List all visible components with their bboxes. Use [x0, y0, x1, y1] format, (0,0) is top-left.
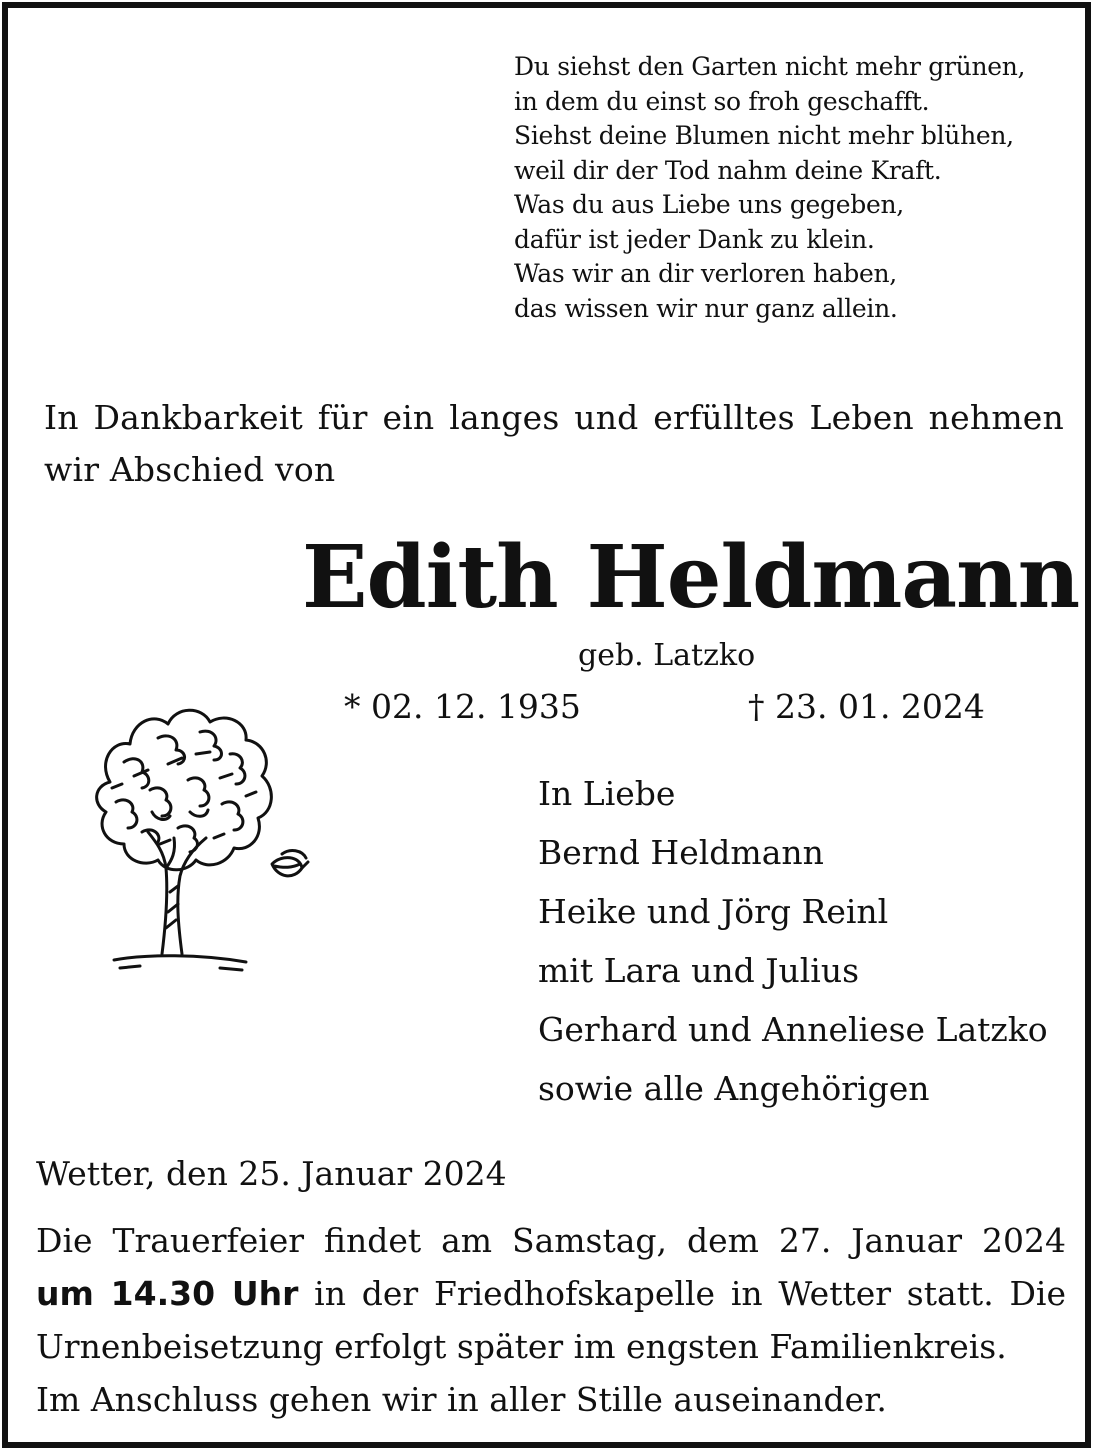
poem-line: Siehst deine Blumen nicht mehr blühen, [514, 121, 1014, 150]
ceremony-location: in der Friedhofskapelle in Wetter statt. Die [298, 1274, 1067, 1313]
poem-line: dafür ist jeder Dank zu klein. [514, 224, 875, 254]
mourner-line: sowie alle Angehörigen [538, 1069, 930, 1108]
birth-date: * 02. 12. 1935 [344, 687, 581, 726]
ceremony-line: Die Trauerfeier findet am Samstag, dem 27. Januar 2024 [36, 1221, 1066, 1260]
ceremony-time: um 14.30 Uhr [36, 1274, 299, 1313]
maiden-name: geb. Latzko [578, 638, 756, 673]
mourner-line: mit Lara und Julius [538, 951, 860, 990]
poem-line: Was wir an dir verloren haben, [514, 259, 897, 288]
mourner-line: Gerhard und Anneliese Latzko [538, 1010, 1048, 1049]
poem-line: Was du aus Liebe uns gegeben, [514, 190, 904, 219]
ceremony-line: Im Anschluss gehen wir in aller Stille auseinander. [36, 1380, 887, 1419]
ceremony-line [36, 1267, 1066, 1320]
place-date: Wetter, den 25. Januar 2024 [36, 1154, 507, 1193]
mourner-line: In Liebe [538, 774, 676, 813]
poem-line: Du siehst den Garten nicht mehr grünen, [514, 52, 1026, 81]
intro-line: wir Abschied von [44, 450, 336, 489]
mourners-list [538, 764, 1048, 1118]
deceased-name: Edith Heldmann [302, 527, 1080, 628]
poem-line: das wissen wir nur ganz allein. [514, 293, 898, 323]
ceremony-info [36, 1214, 1066, 1426]
poem-line: in dem du einst so froh geschafft. [514, 86, 930, 116]
death-date: † 23. 01. 2024 [748, 687, 985, 726]
intro-text [44, 392, 1064, 496]
mourner-line: Bernd Heldmann [538, 833, 824, 872]
tree-with-falling-leaf-icon [50, 692, 310, 982]
mourner-line: Heike und Jörg Reinl [538, 892, 889, 931]
poem-line: weil dir der Tod nahm deine Kraft. [514, 155, 942, 185]
ceremony-line: Urnenbeisetzung erfolgt später im engsten Familienkreis. [36, 1327, 1007, 1366]
obituary-frame [2, 2, 1091, 1448]
poem [514, 50, 1025, 326]
intro-line: In Dankbarkeit für ein langes und erfülltes Leben nehmen [44, 398, 1064, 437]
